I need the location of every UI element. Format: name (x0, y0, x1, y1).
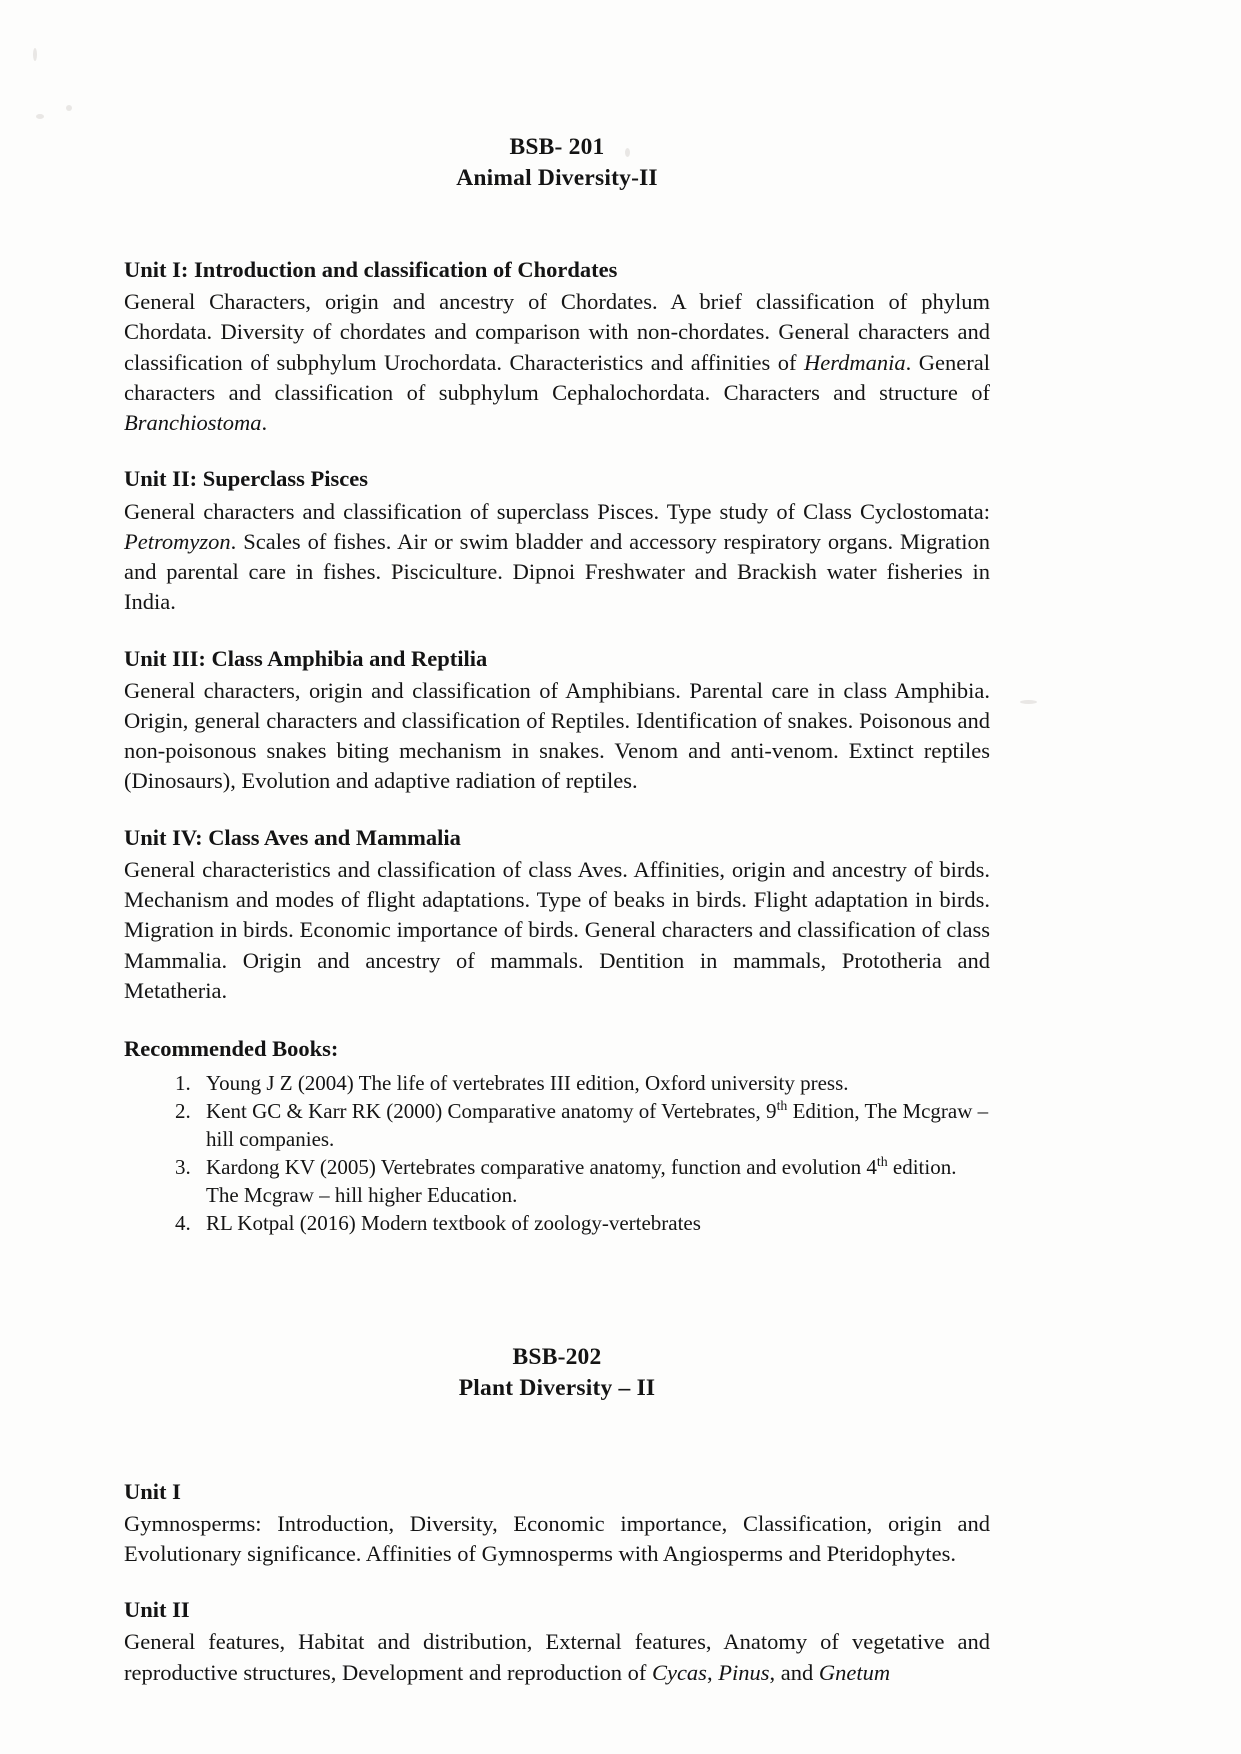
book-list-item (196, 1210, 990, 1238)
unit-heading: Unit I: Introduction and classification of Chordates (124, 256, 618, 282)
book-text: Young J Z (2004) The life of vertebrates III edition, Oxford university press. (206, 1071, 849, 1096)
course-2-block (124, 1296, 990, 1688)
body-text: . General characters and classification of subphylum Cephalochordata. Characters and structure of (124, 349, 990, 405)
scan-speck (33, 48, 37, 61)
body-text: . Scales of fishes. Air or swim bladder and accessory respiratory organs. Migration and parental care in fishes. Pisciculture. Dipnoi Freshwater and Brackish water fisheries in India. (124, 528, 990, 615)
scientific-name: Branchiostoma (124, 410, 262, 436)
ordinal-suffix: th (876, 1153, 888, 1169)
course-2-code: BSB-202 (512, 1343, 602, 1370)
unit-block (124, 464, 990, 617)
body-text: General characters, origin and classification of Amphibians. Parental care in class Amphibia. Origin, general characters and classification of Reptiles. Identification of snakes. Poisonous and non-poisonous snakes biting mechanism in snakes. Venom and anti-venom. Extinct reptiles (Dinosaurs), Evolution and adaptive radiation of reptiles. (124, 677, 990, 794)
ordinal-suffix: th (776, 1097, 788, 1113)
unit-block (124, 823, 990, 1006)
unit-body (124, 855, 990, 1006)
recommended-books-list (124, 1070, 990, 1238)
unit-heading: Unit IV: Class Aves and Mammalia (124, 824, 461, 850)
body-text: General characteristics and classification of class Aves. Affinities, origin and ancestry of birds. Mechanism and modes of flight adaptations. Type of beaks in birds. Flight adaptation in birds. Migration in birds. Economic importance of birds. General characters and classification of class Mammalia. Origin and ancestry of mammals. Dentition in mammals, Prototheria and Metatheria. (124, 856, 990, 1003)
unit-body (124, 1627, 990, 1688)
recommended-books-heading: Recommended Books: (124, 1036, 339, 1062)
book-list-item (196, 1070, 990, 1098)
book-list-item (196, 1154, 990, 1210)
course-1-units (124, 255, 990, 1006)
unit-heading: Unit III: Class Amphibia and Reptilia (124, 645, 488, 671)
course-2-title: Plant Diversity – II (458, 1375, 656, 1402)
book-text: Kent GC & Karr RK (2000) Comparative anatomy of Vertebrates, 9 (206, 1098, 777, 1123)
body-text: . (261, 410, 268, 436)
document-content (124, 132, 990, 1688)
book-text: Kardong KV (2005) Vertebrates comparative anatomy, function and evolution 4 (206, 1154, 877, 1179)
body-text: General features, Habitat and distribution, External features, Anatomy of vegetative and reproductive structures, Development and reproduction of (124, 1629, 990, 1685)
scan-speck (66, 105, 72, 111)
unit-block (124, 255, 990, 438)
scientific-name: Pinus (718, 1659, 770, 1685)
course-1-code: BSB- 201 (509, 134, 605, 160)
unit-block (124, 1477, 990, 1570)
body-text: General Characters, origin and ancestry of Chordates. A brief classification of phylum Chordata. Diversity of chordates and comparison with non-chordates. General characters and classification of subphylum Urochordata. Characteristics and affinities of (124, 289, 990, 375)
unit-heading: Unit I (124, 1478, 181, 1504)
unit-body (124, 497, 990, 618)
unit-block (124, 644, 990, 797)
scan-speck (1020, 700, 1037, 704)
unit-heading: Unit II: Superclass Pisces (124, 466, 368, 492)
body-text: , and (769, 1659, 819, 1685)
body-text: Gymnosperms: Introduction, Diversity, Economic importance, Classification, origin and Evolutionary significance. Affinities of Gymnosperms with Angiosperms and Pteridophytes. (124, 1510, 990, 1566)
scientific-name: Herdmania (804, 349, 906, 375)
course-1-block (124, 132, 990, 1238)
body-text: , (706, 1659, 719, 1685)
unit-heading: Unit II (124, 1597, 190, 1623)
course-2-units (124, 1477, 990, 1688)
scan-speck (36, 114, 44, 119)
book-text: Edition, The Mcgraw – hill companies. (206, 1098, 989, 1151)
body-text: General characters and classification of superclass Pisces. Type study of Class Cyclostomata: (124, 498, 990, 524)
book-list-item (196, 1098, 990, 1154)
scientific-name: Petromyzon (124, 528, 231, 554)
unit-body (124, 1509, 990, 1570)
book-text: RL Kotpal (2016) Modern textbook of zoology-vertebrates (206, 1210, 701, 1235)
unit-body (124, 287, 990, 438)
unit-body (124, 676, 990, 797)
book-text: edition. The Mcgraw – hill higher Education. (206, 1154, 957, 1207)
unit-block (124, 1595, 990, 1688)
course-1-title: Animal Diversity-II (456, 165, 658, 192)
scientific-name: Cycas (651, 1659, 707, 1685)
scientific-name: Gnetum (818, 1659, 891, 1685)
